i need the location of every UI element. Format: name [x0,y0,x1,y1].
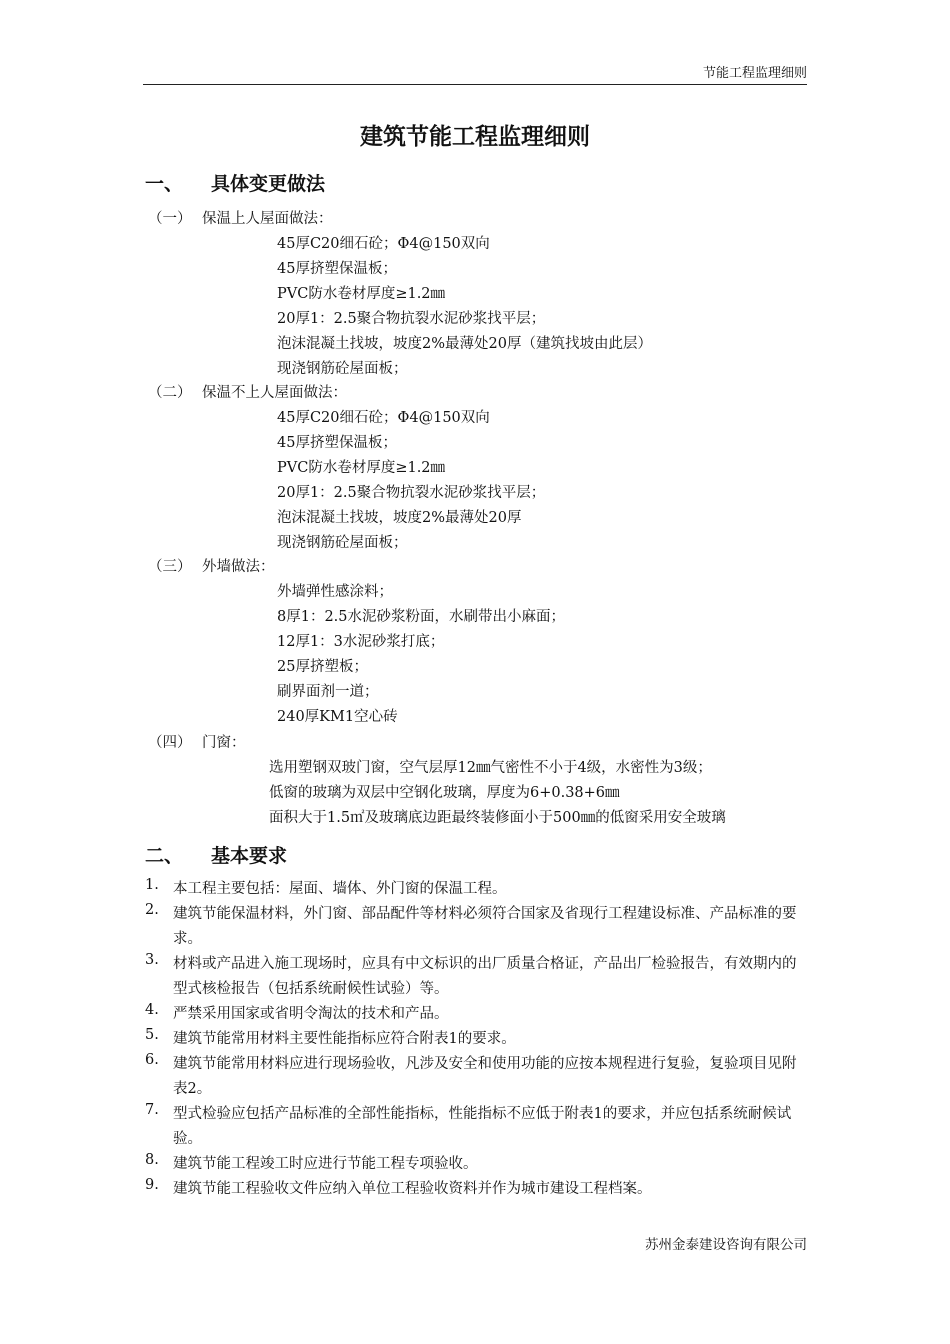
subsection-3-line: 刷界面剂一道； [277,684,379,700]
list-item-text: 建筑节能保温材料，外门窗、部品配件等材料必须符合国家及省现行工程建设标准、产品标准的要求。 [173,906,797,947]
list-item [145,1052,807,1102]
list-item-text: 建筑节能工程竣工时应进行节能工程专项验收。 [173,1156,478,1172]
subsection-3-line: 12厚1：3水泥砂浆打底； [277,634,445,650]
section-1-number: 一、 [145,173,184,195]
page-header: 节能工程监理细则 [143,62,807,85]
subsection-2-line: 45厚挤塑保温板； [277,435,397,451]
list-item [145,1152,807,1177]
subsection-2-line: 泡沫混凝土找坡，坡度2%最薄处20厚 [277,510,522,526]
list-item [145,952,807,1002]
section-2-heading [145,841,287,868]
list-item-number: 7. [145,1102,159,1118]
list-item-number: 9. [145,1177,159,1193]
list-item [145,1002,807,1027]
subsection-3-line: 8厚1：2.5水泥砂浆粉面，水刷带出小麻面； [277,609,566,625]
list-item-text: 建筑节能工程验收文件应纳入单位工程验收资料并作为城市建设工程档案。 [173,1181,652,1197]
subsection-3-line: 25厚挤塑板； [277,659,368,675]
subsection-2-heading [148,381,347,402]
subsection-4-line: 面积大于1.5㎡及玻璃底边距最终装修面小于500㎜的低窗采用安全玻璃 [269,810,726,826]
subsection-4-heading [148,731,246,752]
subsection-3-line: 240厚KM1空心砖 [277,709,398,725]
list-item [145,1027,807,1052]
list-item-text: 严禁采用国家或省明令淘汰的技术和产品。 [173,1006,449,1022]
section-1-heading [145,169,325,196]
page-footer: 苏州金泰建设咨询有限公司 [645,1237,807,1253]
list-item-number: 5. [145,1027,159,1043]
subsection-1-line: 现浇钢筋砼屋面板； [277,361,408,377]
list-item-number: 2. [145,902,159,918]
subsection-1-heading [148,207,333,228]
section-2-number: 二、 [145,845,184,867]
subsection-3-line: 外墙弹性感涂料； [277,584,393,600]
subsection-2-line: 20厚1：2.5聚合物抗裂水泥砂浆找平层； [277,485,546,501]
section-1-title: 具体变更做法 [211,173,326,195]
section-2-title: 基本要求 [211,845,288,867]
list-item-text: 建筑节能常用材料主要性能指标应符合附表1的要求。 [173,1031,516,1047]
subsection-4-number: （四） [148,735,192,751]
list-item [145,1102,807,1152]
subsection-1-line: 45厚C20细石砼；Φ4@150双向 [277,236,490,252]
list-item [145,877,807,902]
subsection-3-title: 外墙做法： [202,559,275,575]
subsection-4-line: 选用塑钢双玻门窗，空气层厚12㎜气密性不小于4级，水密性为3级； [269,760,712,776]
subsection-4-title: 门窗： [202,735,246,751]
list-item-text: 建筑节能常用材料应进行现场验收，凡涉及安全和使用功能的应按本规程进行复验，复验项目见附表2。 [173,1056,797,1097]
list-item [145,902,807,952]
list-item-text: 材料或产品进入施工现场时，应具有中文标识的出厂质量合格证，产品出厂检验报告，有效期内的型式核检报告（包括系统耐候性试验）等。 [173,956,797,997]
subsection-3-number: （三） [148,559,192,575]
list-item-text: 本工程主要包括：屋面、墙体、外门窗的保温工程。 [173,881,507,897]
list-item-number: 4. [145,1002,159,1018]
subsection-2-title: 保温不上人屋面做法： [202,385,347,401]
subsection-1-line: PVC防水卷材厚度≥1.2㎜ [277,286,446,302]
list-item-number: 6. [145,1052,159,1068]
subsection-2-line: PVC防水卷材厚度≥1.2㎜ [277,460,446,476]
list-item-number: 1. [145,877,159,893]
document-title: 建筑节能工程监理细则 [360,123,590,150]
subsection-1-line: 泡沫混凝土找坡，坡度2%最薄处20厚（建筑找坡由此层） [277,336,652,352]
subsection-1-title: 保温上人屋面做法： [202,211,333,227]
subsection-3-heading [148,555,275,576]
list-item-text: 型式检验应包括产品标准的全部性能指标，性能指标不应低于附表1的要求，并应包括系统耐候试验。 [173,1106,792,1147]
subsection-2-line: 45厚C20细石砼；Φ4@150双向 [277,410,490,426]
subsection-2-line: 现浇钢筋砼屋面板； [277,535,408,551]
subsection-1-line: 45厚挤塑保温板； [277,261,397,277]
subsection-1-line: 20厚1：2.5聚合物抗裂水泥砂浆找平层； [277,311,546,327]
subsection-4-line: 低窗的玻璃为双层中空钢化玻璃，厚度为6+0.38+6㎜ [269,785,620,801]
subsection-2-number: （二） [148,385,192,401]
list-item-number: 3. [145,952,159,968]
list-item-number: 8. [145,1152,159,1168]
subsection-1-number: （一） [148,211,192,227]
list-item [145,1177,807,1202]
